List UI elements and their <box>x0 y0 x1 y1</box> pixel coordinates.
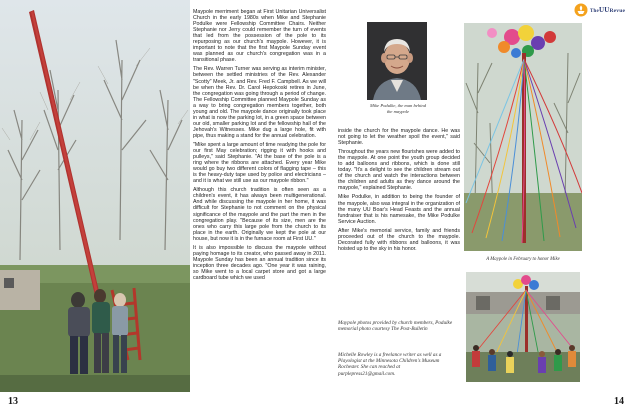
page-number-left: 13 <box>8 396 18 407</box>
raising-maypole-illustration <box>0 0 190 392</box>
chalice-logo-icon <box>574 3 588 17</box>
article-column-2 <box>338 128 460 255</box>
paragraph: Mike Podulke, in addition to being the founder of the maypole, also was integral in the organization of the many UU Boar's Head Feasts and the annual fundraiser that is his namesake, the Mike Podulke Service Auction. <box>338 194 460 225</box>
article-column-1 <box>193 9 326 284</box>
author-note: Michelle Rowley is a freelance writer as well as a Playologist at the Minnesota Children's Museum Rochester. She can reached at purplepress21@gmail.com. <box>338 352 442 377</box>
portrait-caption: Mike Podulke, the man behind the maypole <box>370 103 426 114</box>
logo-text: TheUURevue <box>590 6 626 14</box>
photo-maypole-ribbons <box>464 23 582 251</box>
paragraph: Maypole merriment began at First Unitarian Universalist Church in the early 1980s when Mike and Stephanie Podulke were Fellowship Committee Chairs. Neither Stephanie nor Jerry could remember the turn of events that led from the possession of the pole to its repurposing as our church's maypole. However, it is important to note that the first Maypole Sunday event was planned as our church's congregation was in a transitional phase. <box>193 9 326 64</box>
paragraph: inside the church for the maypole dance. He was not going to let the weather spoil the event," said Stephanie. <box>338 128 460 147</box>
portrait-photo <box>367 22 427 100</box>
paragraph: After Mike's memorial service, family and friends proceeded out of the church to the maypole. Decorated fully with ribbons and balloons, it was hoisted up to the sky in his honor. <box>338 227 460 252</box>
publication-logo <box>574 3 636 17</box>
maypole-caption: A Maypole in February to honor Mike <box>486 257 560 262</box>
page-number-right: 14 <box>614 396 624 407</box>
photo-raising-maypole <box>0 0 190 392</box>
paragraph: Although this church tradition is often seen as a children's event, it has always been multigenerational. And while discussing the maypole in her home, it was difficult for Stephanie to not comment on the physical significance of the maypole and the part the men in the congregation play. "Because of its size, men are the ones who carry this large pole from the church to its place in the earth. Originally we kept the pole at our house, but now it is in the furnace room at First UU." <box>193 187 326 242</box>
men-figures <box>68 289 128 374</box>
photo-credit: Maypole photos provided by church members, Podulke memorial photo courtesy The Post-Bulletin <box>338 320 453 333</box>
paragraph: "Mike spent a large amount of time readying the pole for our first May celebration; rigging it with hooks and pulleys," said Stephanie. "At the base of the pole is a ring where the ribbons are attached. Every year Mike would go buy two different colors of flagging tape – this is the heavy-duty tape used by police and electricians – and it is what we still use as our maypole ribbon." <box>193 141 326 185</box>
paragraph: Throughout the years new flourishes were added to the maypole. At one point the youth group decided to add balloons and ribbons, which is done still today. "It's a delight to see the children stream out of the church and watch the interactions between the children and adults as they dance around the maypole," explained Stephanie. <box>338 149 460 192</box>
paragraph: It is also impossible to discuss the maypole without paying homage to its creator, who passed away in 2011. Maypole Sunday has been an annual tradition since its inception three decades ago. "One year it was raining, so Mike went to a local carpet store and got a large cardboard tube which we used <box>193 244 326 281</box>
photo-maypole-dance <box>466 272 580 382</box>
paragraph: The Rev. Warren Turner was serving as interim minister, between the settled ministries of the Rev. Alexander "Scotty" Meek, Jr. and Rev. Fred F. Campbell. As we will be when the Rev. Dr. Carol Hepokoski retires in June, the congregation was going through a period of change. The Fellowship Committee planned Maypole Sunday as a way to bring congregation members together, both young and old. The maypole dance originally took place in what is now the parking lot, in a green space between our old, smaller parking lot and the fellowship hall of the Jehovah's Witnesses. Mike dug a large hole, fit with pipe, thus making a stand for the annual celebration. <box>193 66 326 139</box>
